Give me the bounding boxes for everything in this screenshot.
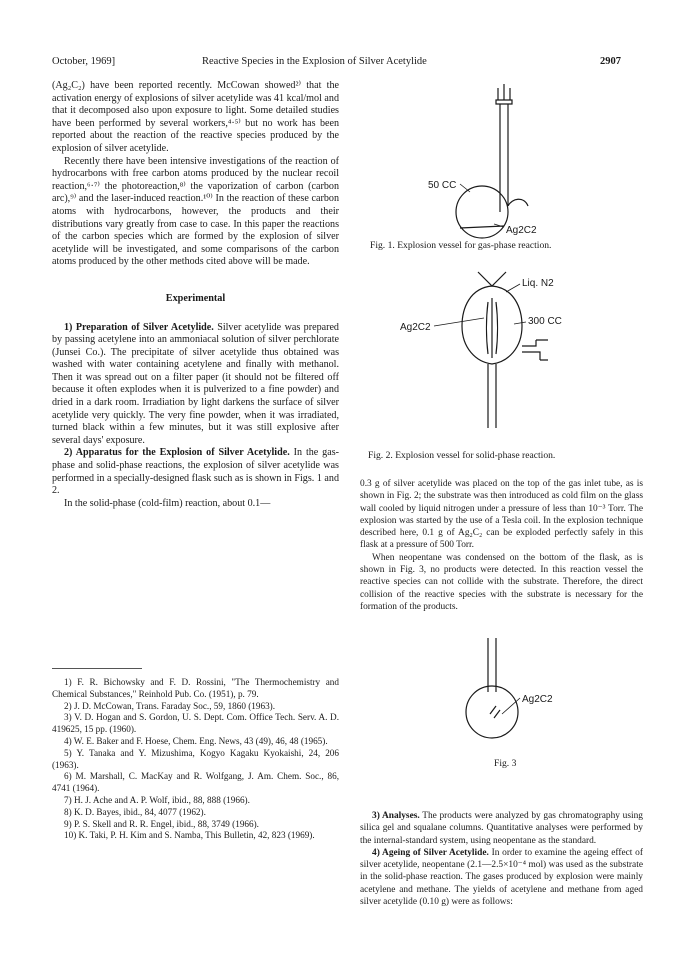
reference-item: 7) H. J. Ache and A. P. Wolf, ibid., 88, 888 (1966). [64,794,250,805]
fig3-sample-label: Ag2C2 [522,694,553,705]
right-column-top [360,478,643,613]
references-list [52,668,339,842]
section-title-experimental: Experimental [165,292,226,304]
figure-2-caption: Fig. 2. Explosion vessel for solid-phase reaction. [368,450,556,461]
figure-3-caption: Fig. 3 [494,758,517,769]
experimental-item-3 [360,810,643,847]
figure-3-drawing [430,630,580,755]
item-1-heading: 1) Preparation of Silver Acetylide. [64,321,214,333]
intro-paragraph-1: (Ag₂C₂) have been reported recently. McCowan showed²⁾ that the activation energy of explosions of silver acetylide was 41 kcal/mol and that it decomposed also upon exposure to light. Some detailed studies have been performed by several workers,⁴·⁵⁾ but no work has been reported about the reaction of the reactive species produced by the explosion of silver acetylide. [52,80,339,154]
item-3-body: The products were analyzed by gas chromatography using silica gel and squalane columns. Quantitative analyses were performed by the internal-standard system, using neopentane as the standard. [360,811,643,846]
item-2-body: In the gas-phase and solid-phase reactions, the explosion of silver acetylide was performed in a specially-designed flask such as is shown in Figs. 1 and 2. [52,447,339,497]
fig2-volume-label: 300 CC [528,316,562,327]
fig1-volume-label: 50 CC [428,180,457,191]
intro-paragraph-2: Recently there have been intensive investigations of the reaction of hydrocarbons with free carbon atoms produced by the nuclear recoil reaction,⁶·⁷⁾ the photoreaction,⁸⁾ the vaporization of carbon (carbon arc),⁹⁾ and the laser-induced reaction.¹⁰⁾ In the reaction of these carbon atoms with hydrocarbons, however, the products and their distributions vary greatly from case to case. In this paper the reactions of the carbon species which are formed by the explosion of silver acetylide will be investigated, and some comparisons of the carbon atoms produced by the other methods cited above will be made. [52,155,339,268]
experimental-item-4 [360,847,643,908]
right-column-bottom [360,810,643,908]
right-paragraph-2: When neopentane was condensed on the bottom of the flask, as is shown in Fig. 3, no products were detected. In this reaction vessel the reactive species can not collide with the substrate. Therefore, the direct collision of the reactive species with the substrate is necessary for the formation of the products. [360,552,643,612]
item-2-heading: 2) Apparatus for the Explosion of Silver Acetylide. [64,447,290,459]
reference-item: 2) J. D. McCowan, Trans. Faraday Soc., 59, 1860 (1963). [64,700,276,711]
left-column [52,80,339,510]
reference-item: 1) F. R. Bichowsky and F. D. Rossini, "The Thermochemistry and Chemical Substances," Reinhold Pub. Co. (1951), p. 79. [52,677,339,699]
reference-item: 9) P. S. Skell and R. R. Engel, ibid., 88, 3749 (1966). [64,818,259,829]
reference-item: 8) K. D. Bayes, ibid., 84, 4077 (1962). [64,806,206,817]
figure-1-drawing [420,80,580,240]
fig1-sample-label: Ag2C2 [506,225,537,236]
figure-1-caption: Fig. 1. Explosion vessel for gas-phase reaction. [370,240,552,251]
right-paragraph-1: 0.3 g of silver acetylide was placed on the top of the gas inlet tube, as is shown in Fig. 2; the substrate was then introduced as cold film on the glass wall cooled by liquid nitrogen under a pressure of less than 10⁻³ Torr. The explosion was started by the use of a Tesla coil. In the explosion technique described here, 0.1 g of Ag₂C₂ can be exploded perfectly safely in this flask at a pressure of 500 Torr. [360,479,643,551]
reference-item: 5) Y. Tanaka and Y. Mizushima, Kogyo Kagaku Kyokaishi, 24, 206 (1963). [52,747,339,770]
item-4-body: In order to examine the ageing effect of silver acetylide, neopentane (2.1—2.5×10⁻⁴ mol) was used as the substrate in the solid-phase reaction. The gases produced by explosion were mainly acetylene and methane. The yields of acetylene and methane from aged silver acetylide (0.10 g) were as follows: [360,847,643,908]
experimental-item-2 [52,447,339,497]
item-1-body: Silver acetylide was prepared by passing acetylene into an ammoniacal solution of silver perchlorate (Junsei Co.). The precipitate of silver acetylide thus obtained was washed with water containing acetylene and finally with methanol. Then it was spread out on a filter paper (it should not be filtered off because it often explodes when it is pulverized to a fine powder) and dried in a dark room. Irradiation by light darkens the surface of silver acetylide very quickly. The very fine powder, when it was irradiated, turned black within a few minutes, but it was still explosive after several days' exposure. [52,321,339,446]
reference-item: 6) M. Marshall, C. MacKay and R. Wolfgang, J. Am. Chem. Soc., 86, 4741 (1964). [52,771,339,794]
fig2-sample-label: Ag2C2 [400,322,431,333]
footnote-divider [52,668,142,669]
reference-item: 4) W. E. Baker and F. Hoese, Chem. Eng. News, 43 (49), 46, 48 (1965). [64,735,328,746]
fig2-liquid-nitrogen-label: Liq. N2 [522,278,554,289]
running-header-title: Reactive Species in the Explosion of Silver Acetylide [202,56,427,67]
page-number: 2907 [600,56,621,67]
running-header-date: October, 1969] [52,56,116,67]
experimental-item-2-continued: In the solid-phase (cold-film) reaction, about 0.1— [64,497,271,509]
item-3-heading: 3) Analyses. [372,811,420,821]
reference-item: 3) V. D. Hogan and S. Gordon, U. S. Dept. Com. Office Tech. Serv. A. D. 419625, 15 pp. (1960). [52,712,339,735]
reference-item: 10) K. Taki, P. H. Kim and S. Namba, This Bulletin, 42, 823 (1969). [64,830,315,841]
figure-2-drawing [400,258,600,448]
experimental-item-1 [52,322,339,448]
item-4-heading: 4) Ageing of Silver Acetylide. [372,847,489,858]
